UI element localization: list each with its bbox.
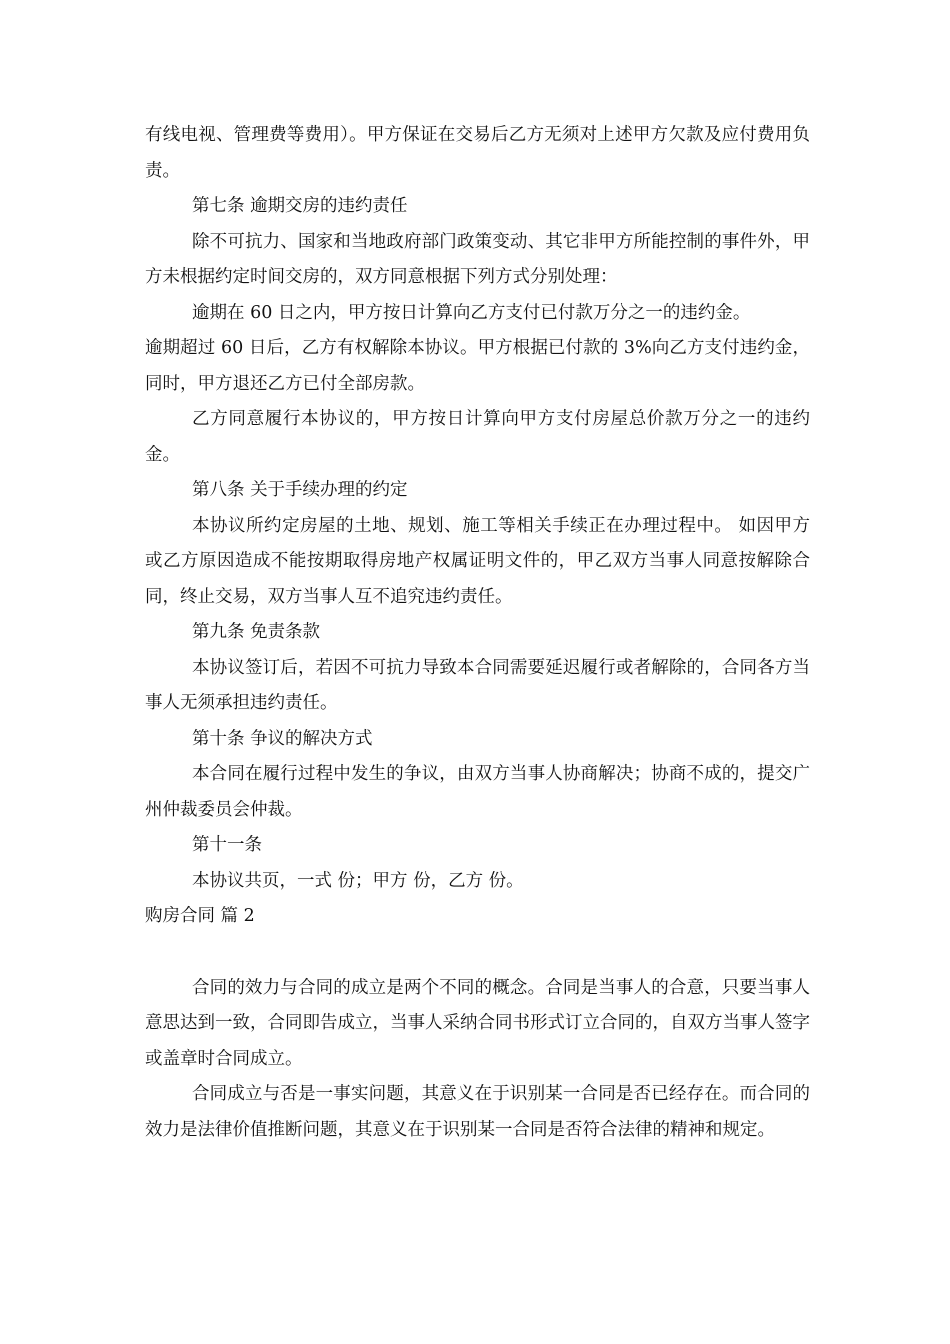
paragraph-7-intro: 除不可抗力、国家和当地政府部门政策变动、其它非甲方所能控制的事件外，甲方未根据约定时间交房的，双方同意根据下列方式分别处理：	[145, 231, 810, 287]
article-11-heading: 第十一条	[192, 835, 262, 855]
article-9-heading: 第九条 免责条款	[192, 622, 321, 642]
paragraph-7-within-60: 逾期在 60 日之内，甲方按日计算向乙方支付已付款万分之一的违约金。	[192, 302, 751, 323]
section-title: 购房合同 篇 2	[145, 906, 255, 926]
paragraph-formation: 合同成立与否是一事实问题，其意义在于识别某一合同是否已经存在。而合同的效力是法律价值推断问题，其意义在于识别某一合同是否符合法律的精神和规定。	[145, 1084, 810, 1140]
paragraph-7-continue: 乙方同意履行本协议的，甲方按日计算向甲方支付房屋总价款万分之一的违约金。	[145, 409, 810, 465]
paragraph-11-body: 本协议共页，一式 份；甲方 份，乙方 份。	[192, 870, 524, 891]
paragraph-fees: 有线电视、管理费等费用）。甲方保证在交易后乙方无须对上述甲方欠款及应付费用负责。	[145, 125, 810, 181]
article-10-heading: 第十条 争议的解决方式	[192, 728, 373, 749]
article-8-heading: 第八条 关于手续办理的约定	[192, 480, 408, 500]
article-7-heading: 第七条 逾期交房的违约责任	[192, 196, 408, 216]
paragraph-validity: 合同的效力与合同的成立是两个不同的概念。合同是当事人的合意，只要当事人意思达到一致，合同即告成立，当事人采纳合同书形式订立合同的，自双方当事人签字或盖章时合同成立。	[145, 977, 810, 1069]
paragraph-10-body: 本合同在履行过程中发生的争议，由双方当事人协商解决；协商不成的，提交广州仲裁委员会仲裁。	[145, 764, 810, 820]
document-body	[145, 118, 810, 1148]
paragraph-8-body: 本协议所约定房屋的土地、规划、施工等相关手续正在办理过程中。 如因甲方或乙方原因造成不能按期取得房地产权属证明文件的，甲乙双方当事人同意按解除合同，终止交易，双方当事人互不追究违约责任。	[145, 515, 810, 607]
paragraph-7-over-60: 逾期超过 60 日后，乙方有权解除本协议。甲方根据已付款的 3%向乙方支付违约金，同时，甲方退还乙方已付全部房款。	[145, 338, 810, 394]
section-spacer	[145, 935, 810, 971]
paragraph-9-body: 本协议签订后，若因不可抗力导致本合同需要延迟履行或者解除的，合同各方当事人无须承担违约责任。	[145, 657, 810, 713]
